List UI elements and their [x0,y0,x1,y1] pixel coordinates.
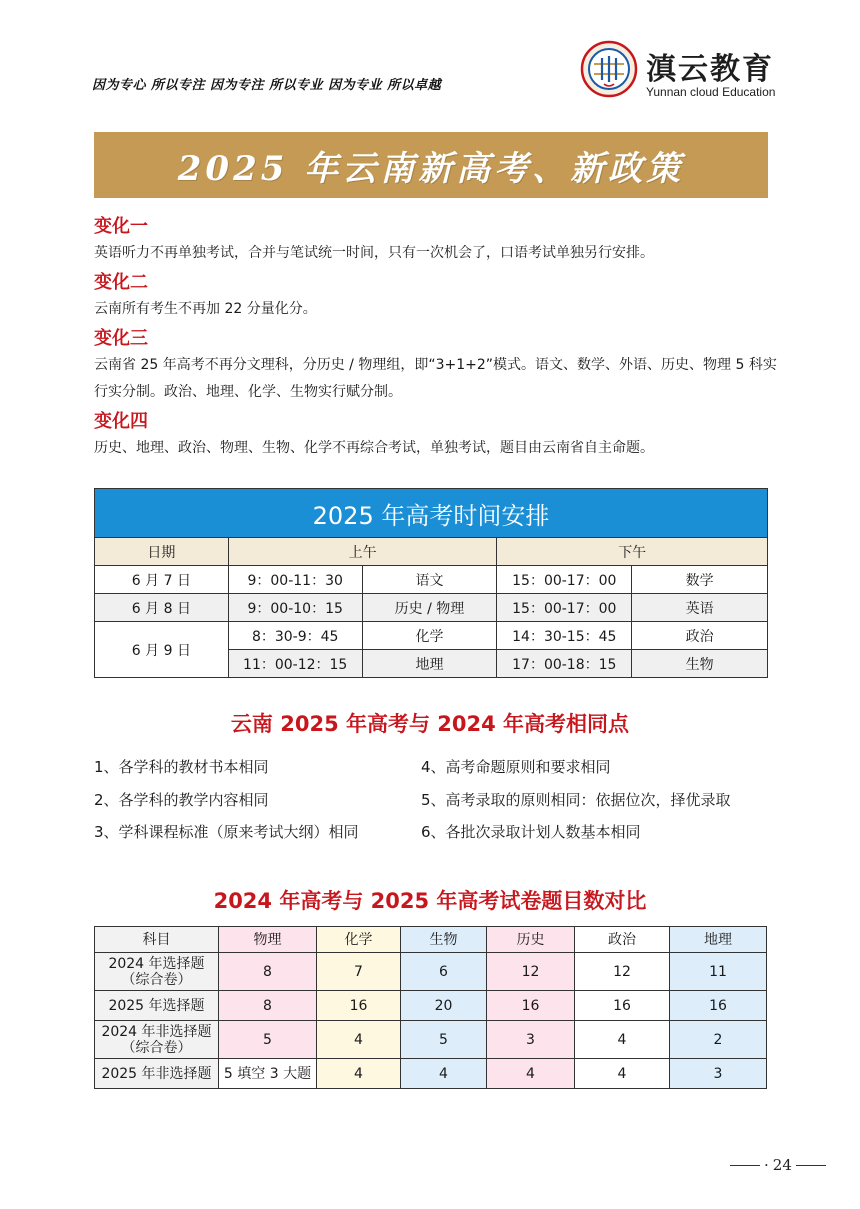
value-cell: 4 [401,1059,487,1089]
list-item: 6、各批次录取计划人数基本相同 [421,823,641,841]
header-am: 上午 [228,538,497,566]
comparison-heading: 2024 年高考与 2025 年高考试卷题目数对比 [213,889,647,913]
row-label [95,1021,219,1059]
value-cell: 4 [575,1021,670,1059]
pm-time-cell: 15：00-17：00 [497,566,632,594]
page-number-rule-right [796,1165,826,1166]
row-label-line2: （综合卷） [121,1039,192,1056]
value-cell: 4 [575,1059,670,1089]
banner [94,132,768,198]
am-time-cell: 8：30-9：45 [228,622,362,650]
am-time-cell: 9：00-10：15 [228,594,362,622]
am-subject-cell: 历史 / 物理 [362,594,497,622]
value-cell: 12 [575,953,670,991]
table-row [95,1059,767,1089]
value-cell: 5 [219,1021,317,1059]
list-item: 1、各学科的教材书本相同 [94,758,269,776]
change-body: 云南省 25 年高考不再分文理科，分历史 / 物理组，即“3+1+2”模式。语文、数学、外语、历史、物理 5 科实行实分制。政治、地理、化学、生物实行赋分制。 [94,357,777,400]
pm-subject-cell: 英语 [632,594,768,622]
table-row [95,594,768,622]
pm-time-cell: 17：00-18：15 [497,650,632,678]
logo-name: 滇云教育 [646,52,774,87]
page-number-value: 24 [772,1156,792,1174]
row-label-line1: 2025 年选择题 [108,997,205,1014]
value-cell: 5 填空 3 大题 [219,1059,317,1089]
change-title: 变化二 [94,272,148,293]
pm-subject-cell: 政治 [632,622,768,650]
logo-seal-icon [580,40,638,98]
change-3 [94,326,784,406]
list-item: 2、各学科的教学内容相同 [94,791,269,809]
row-label-line1: 2024 年选择题 [108,955,205,972]
row-label [95,991,219,1021]
header-cell: 政治 [575,927,670,953]
value-cell: 3 [670,1059,767,1089]
am-subject-cell: 地理 [362,650,497,678]
logo [580,40,780,102]
comparison-header-row [95,927,767,953]
change-body: 历史、地理、政治、物理、生物、化学不再综合考试，单独考试，题目由云南省自主命题。 [94,440,654,456]
similarities-heading: 云南 2025 年高考与 2024 年高考相同点 [230,712,630,736]
header-cell: 化学 [317,927,401,953]
value-cell: 16 [575,991,670,1021]
policy-changes [94,214,784,465]
table-row [95,566,768,594]
schedule-header-row [95,538,768,566]
header-date: 日期 [95,538,229,566]
change-1 [94,214,784,267]
value-cell: 5 [401,1021,487,1059]
row-label-line1: 2024 年非选择题 [101,1023,212,1040]
change-title: 变化三 [94,328,148,349]
row-label [95,953,219,991]
value-cell: 4 [317,1021,401,1059]
value-cell: 4 [487,1059,575,1089]
value-cell: 8 [219,991,317,1021]
change-body: 云南所有考生不再加 22 分量化分。 [94,301,317,317]
exam-schedule-table [94,488,768,678]
logo-english-name: Yunnan cloud Education [646,85,776,99]
change-title: 变化一 [94,216,148,237]
am-time-cell: 11：00-12：15 [228,650,362,678]
schedule-title: 2025 年高考时间安排 [95,489,768,538]
value-cell: 6 [401,953,487,991]
value-cell: 16 [317,991,401,1021]
list-item: 5、高考录取的原则相同：依据位次，择优录取 [421,791,731,809]
value-cell: 7 [317,953,401,991]
value-cell: 3 [487,1021,575,1059]
pm-subject-cell: 数学 [632,566,768,594]
row-label [95,1059,219,1089]
header-cell: 物理 [219,927,317,953]
value-cell: 8 [219,953,317,991]
row-label-line2: （综合卷） [121,971,192,988]
value-cell: 16 [487,991,575,1021]
change-title: 变化四 [94,411,148,432]
header-cell: 生物 [401,927,487,953]
change-2 [94,270,784,323]
pm-time-cell: 14：30-15：45 [497,622,632,650]
pm-subject-cell: 生物 [632,650,768,678]
table-row [95,1021,767,1059]
row-label-line1: 2025 年非选择题 [101,1065,212,1082]
change-body: 英语听力不再单独考试，合并与笔试统一时间，只有一次机会了，口语考试单独另行安排。 [94,245,654,261]
date-cell: 6 月 7 日 [95,566,229,594]
slogan: 因为专心 所以专注 因为专注 所以专业 因为专业 所以卓越 [92,78,442,93]
value-cell: 16 [670,991,767,1021]
page-number-rule-left [730,1165,760,1166]
value-cell: 4 [317,1059,401,1089]
date-cell: 6 月 8 日 [95,594,229,622]
am-subject-cell: 化学 [362,622,497,650]
value-cell: 2 [670,1021,767,1059]
table-row [95,991,767,1021]
list-item: 3、学科课程标准（原来考试大纲）相同 [94,823,359,841]
list-item: 4、高考命题原则和要求相同 [421,758,611,776]
table-row [95,953,767,991]
page-number [730,1156,826,1174]
value-cell: 11 [670,953,767,991]
table-row [95,622,768,650]
pm-time-cell: 15：00-17：00 [497,594,632,622]
am-subject-cell: 语文 [362,566,497,594]
change-4 [94,409,784,462]
value-cell: 12 [487,953,575,991]
page-number-dot: · [764,1156,769,1174]
am-time-cell: 9：00-11：30 [228,566,362,594]
banner-title: 2025 年云南新高考、新政策 [177,148,685,189]
header-pm: 下午 [497,538,768,566]
header-cell: 历史 [487,927,575,953]
date-cell: 6 月 9 日 [95,622,229,678]
header-cell: 科目 [95,927,219,953]
header-cell: 地理 [670,927,767,953]
question-count-table [94,926,767,1089]
value-cell: 20 [401,991,487,1021]
